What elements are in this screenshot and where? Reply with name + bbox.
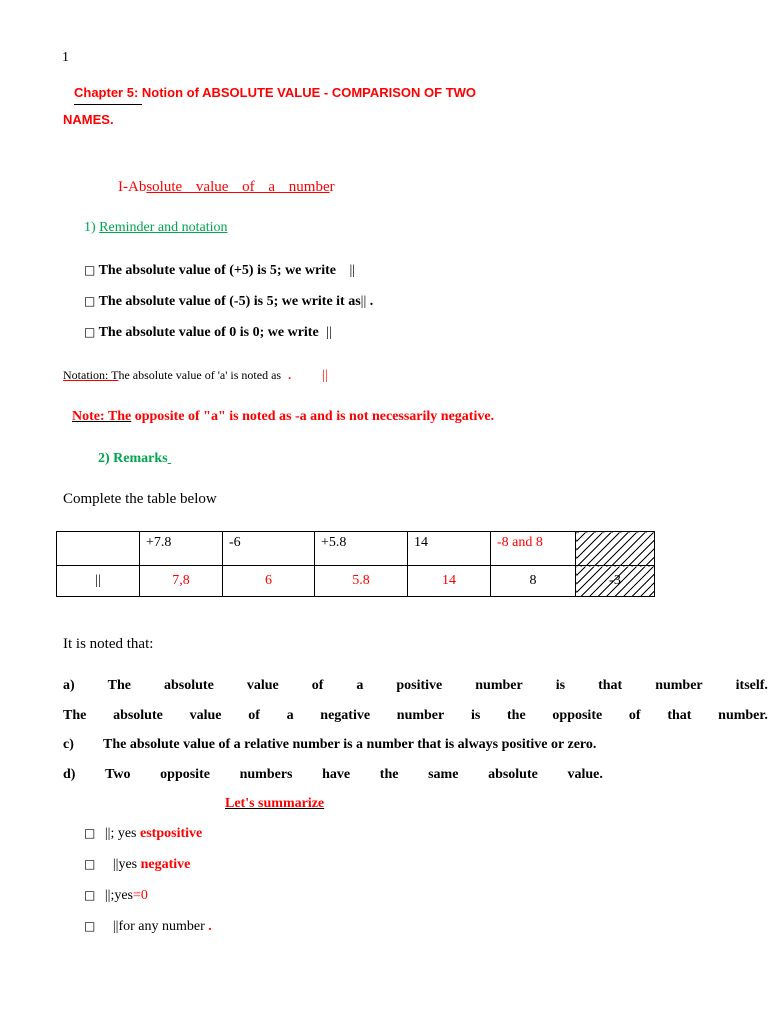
remark-d bbox=[63, 767, 603, 783]
remark-word: absolute bbox=[113, 708, 163, 723]
reminder-tail: . bbox=[369, 294, 374, 309]
chapter-title-line2: NAMES. bbox=[63, 112, 114, 127]
noted-intro: It is noted that: bbox=[63, 636, 154, 652]
chapter-title-line1: Chapter 5: Notion of ABSOLUTE VALUE - COMPARISON OF TWO bbox=[74, 85, 477, 100]
section-heading-suffix: r bbox=[329, 179, 335, 195]
summary-title-text: Let's summarize bbox=[225, 796, 325, 811]
table-cell: 14 bbox=[408, 532, 491, 566]
remark-word: is bbox=[470, 708, 481, 723]
table-cell: 14 bbox=[408, 566, 491, 597]
reminder-text: The absolute value of 0 is 0; we write bbox=[98, 325, 319, 340]
table-cell: 8 bbox=[491, 566, 576, 597]
bullet-icon: □ bbox=[84, 919, 96, 933]
summary-item bbox=[84, 857, 190, 873]
abs-bars: || bbox=[349, 263, 356, 278]
table-instruction: Complete the table below bbox=[63, 491, 217, 507]
summary-highlight: estpositive bbox=[140, 826, 203, 841]
remark-word: number bbox=[655, 678, 703, 693]
bullet-icon: □ bbox=[84, 325, 96, 339]
abs-bars: || bbox=[326, 325, 332, 340]
remark-word: opposite bbox=[160, 767, 210, 782]
remark-word: number bbox=[475, 678, 523, 693]
remark-word: value. bbox=[567, 767, 603, 782]
reminder-item bbox=[84, 325, 332, 341]
notation-line bbox=[63, 368, 328, 384]
remark-word: a bbox=[356, 678, 364, 693]
notation-label: Notation: T bbox=[63, 368, 119, 382]
remark-word: of bbox=[248, 708, 260, 723]
remark-c bbox=[63, 737, 596, 753]
subsection-remarks bbox=[98, 451, 182, 467]
table-cell: -8 and 8 bbox=[491, 532, 576, 566]
remark-word: absolute bbox=[164, 678, 214, 693]
note-label: Note: The bbox=[72, 409, 132, 424]
table-cell: +7.8 bbox=[140, 532, 223, 566]
summary-item bbox=[84, 826, 202, 842]
remark-b bbox=[63, 708, 768, 724]
summary-title bbox=[225, 796, 324, 812]
subsection-reminder-underlined: Reminder and notation bbox=[99, 220, 228, 235]
remark-label: c) bbox=[63, 737, 74, 752]
remark-word: a) bbox=[63, 678, 75, 693]
table-cell: 5.8 bbox=[315, 566, 408, 597]
remark-word: Two bbox=[105, 767, 131, 782]
remark-word: value bbox=[189, 708, 222, 723]
summary-item bbox=[84, 919, 212, 935]
summary-highlight: negative bbox=[140, 857, 191, 872]
section-heading-prefix: I-Ab bbox=[118, 179, 147, 195]
reminder-item bbox=[84, 294, 373, 310]
reminder-text: The absolute value of (-5) is 5; we write it as bbox=[98, 294, 361, 309]
summary-text: ||;yes bbox=[104, 888, 134, 903]
summary-item bbox=[84, 888, 148, 904]
remark-word: opposite bbox=[552, 708, 603, 723]
table-cell-value: -3 bbox=[609, 573, 621, 588]
remark-word: negative bbox=[320, 708, 371, 723]
bullet-icon: □ bbox=[84, 294, 96, 308]
table-row bbox=[57, 532, 655, 566]
hatched-cell bbox=[576, 532, 655, 566]
note-text: opposite of "a" is noted as -a and is not necessarily negative. bbox=[131, 409, 495, 424]
title-rule bbox=[74, 104, 142, 105]
remark-word: of bbox=[311, 678, 324, 693]
reminder-item bbox=[84, 263, 355, 279]
remark-word: The bbox=[107, 678, 132, 693]
remark-text: The absolute value of a relative number is a number that is always positive or zero. bbox=[103, 737, 597, 752]
summary-text: ||yes bbox=[112, 857, 138, 872]
summary-highlight: =0 bbox=[133, 888, 148, 903]
bullet-icon: □ bbox=[84, 263, 96, 277]
remark-word: d) bbox=[63, 767, 76, 782]
bullet-icon: □ bbox=[84, 888, 96, 902]
table-cell: -6 bbox=[223, 532, 315, 566]
remark-word: the bbox=[379, 767, 399, 782]
note-line bbox=[72, 409, 494, 425]
table-cell: 6 bbox=[223, 566, 315, 597]
remark-word: a bbox=[286, 708, 294, 723]
remark-word: the bbox=[507, 708, 526, 723]
remark-word: absolute bbox=[488, 767, 538, 782]
reminder-text: The absolute value of (+5) is 5; we write bbox=[98, 263, 336, 278]
notation-text: he absolute value of 'a' is noted as bbox=[118, 368, 282, 382]
section-heading-underlined: solute value of a numbe bbox=[146, 179, 330, 195]
hatched-cell bbox=[576, 566, 655, 597]
summary-text: ||; yes bbox=[104, 826, 137, 841]
subsection-reminder-prefix: 1) bbox=[84, 220, 100, 235]
remark-word: of bbox=[628, 708, 641, 723]
table-cell: || bbox=[57, 566, 140, 597]
remark-word: have bbox=[322, 767, 351, 782]
underline-trail bbox=[168, 451, 182, 467]
table-row bbox=[57, 566, 655, 597]
remark-word: number. bbox=[718, 708, 768, 723]
abs-bars: || bbox=[360, 294, 367, 309]
remark-word: is bbox=[555, 678, 566, 693]
remark-word: same bbox=[428, 767, 459, 782]
summary-text: ||for any number bbox=[112, 919, 205, 934]
remark-word: number bbox=[396, 708, 445, 723]
remark-word: value bbox=[246, 678, 279, 693]
bullet-icon: □ bbox=[84, 857, 96, 871]
bullet-icon: □ bbox=[84, 826, 96, 840]
remark-word: that bbox=[598, 678, 623, 693]
table-cell bbox=[57, 532, 140, 566]
page-number: 1 bbox=[62, 50, 69, 65]
remark-word: numbers bbox=[239, 767, 293, 782]
summary-highlight: . bbox=[208, 919, 212, 934]
notation-dot: . bbox=[288, 368, 292, 382]
section-heading bbox=[118, 179, 335, 196]
remark-word: that bbox=[667, 708, 692, 723]
remark-a bbox=[63, 678, 768, 694]
table-cell: 7,8 bbox=[140, 566, 223, 597]
remark-word: The bbox=[63, 708, 87, 723]
subsection-reminder bbox=[84, 220, 227, 236]
subsection-remarks-label: 2) Remarks bbox=[98, 451, 168, 466]
remark-word: positive bbox=[396, 678, 443, 693]
abs-bars: || bbox=[322, 368, 328, 383]
table-cell: +5.8 bbox=[315, 532, 408, 566]
absolute-value-table bbox=[56, 531, 655, 597]
remark-word: itself. bbox=[735, 678, 768, 693]
